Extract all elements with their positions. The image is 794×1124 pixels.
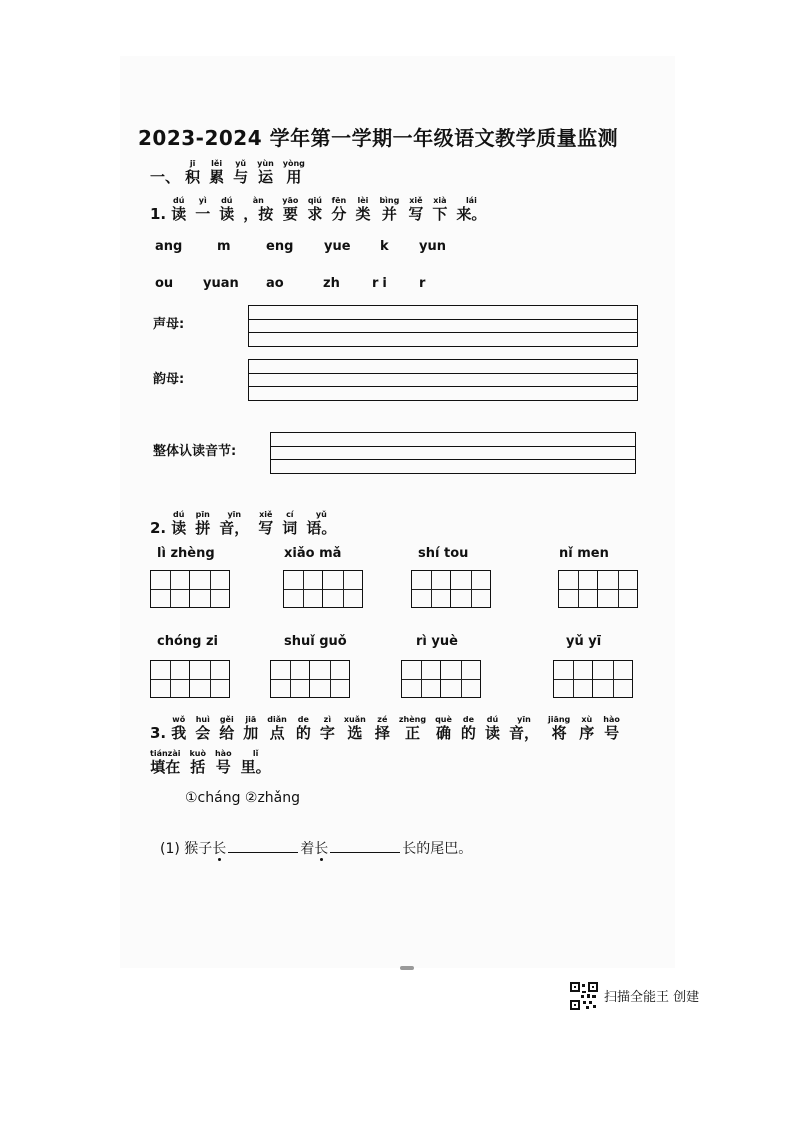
hanzi: 给 [219,724,235,742]
pinyin-item: zh [323,276,340,291]
whole-syllables-label: 整体认读音节: [153,444,237,459]
pinyin-annotation: yāo [282,196,299,205]
word-pinyin: shuǐ guǒ [284,634,347,649]
pinyin-annotation: lǐ [252,749,259,758]
pinyin-annotation: zì [323,715,332,724]
pinyin-annotation: dú [221,196,233,205]
pinyin-character [331,196,346,224]
pinyin-character [307,196,322,224]
question-3-heading-line-1 [150,715,629,743]
hanzi: 加 [243,724,259,742]
pinyin-character [344,715,366,743]
pinyin-character [296,715,311,743]
pinyin-annotation: diǎn [267,715,287,724]
section-prefix: 一、 [150,168,181,186]
hanzi: 将 [551,724,567,742]
hanzi: 选 [347,724,363,742]
sentence-text: 猴子 [184,841,213,857]
writing-grid[interactable] [558,570,638,608]
hanzi: 字 [319,724,335,742]
scanner-watermark: 扫描全能王 创建 [604,990,700,1005]
pinyin-item: ri [372,276,391,291]
pinyin-annotation: xù [581,715,593,724]
dotted-char: 长 [212,841,227,857]
question-1-number: 1. [150,205,167,223]
hanzi: 要 [282,205,298,223]
sentence-1 [160,838,472,858]
pinyin-character [257,159,274,187]
pinyin-annotation: dú [173,196,185,205]
hanzi: 分 [331,205,347,223]
pinyin-character [355,196,370,224]
hanzi: 音， [508,724,539,742]
pinyin-item: k [380,239,389,254]
writing-grid[interactable] [283,570,363,608]
word-pinyin: rì yuè [416,634,458,649]
pinyin-character [195,510,210,538]
hanzi: 用 [286,168,302,186]
hanzi: 下 [432,205,448,223]
finals-label: 韵母: [153,372,185,387]
pinyin-character [171,196,186,224]
question-2-number: 2. [150,519,167,537]
pinyin-character [258,510,273,538]
hanzi: 并 [381,205,397,223]
pinyin-annotation: bìng [379,196,400,205]
question-3-heading-line-2 [150,749,280,777]
exam-title: 2023-2024 学年第一学期一年级语文教学质量监测 [138,126,619,150]
hanzi: 我 [171,724,187,742]
hanzi: 读 [219,205,235,223]
answer-blank[interactable] [228,852,298,853]
pinyin-item: yue [324,239,351,254]
hanzi: 读 [171,205,187,223]
pinyin-annotation: jiāng [547,715,571,724]
word-pinyin: shí tou [418,546,469,561]
pinyin-annotation: gěi [219,715,234,724]
sentence-text: 长的尾巴。 [402,841,473,857]
word-pinyin: yǔ yī [566,634,602,649]
pinyin-annotation: xuǎn [343,715,366,724]
pinyin-item: r [419,276,426,291]
pinyin-character [509,715,539,743]
pinyin-annotation: wǒ [172,715,186,724]
pinyin-item: yuan [203,276,239,291]
pinyin-annotation: yǔ [315,510,327,519]
pinyin-annotation: huì [195,715,210,724]
pinyin-item: ao [266,276,284,291]
pinyin-character [375,715,390,743]
hanzi: ，按 [243,205,274,223]
writing-grid[interactable] [270,660,350,698]
pinyin-annotation: dú [173,510,185,519]
pinyin-character [283,159,305,187]
hanzi: 写 [258,519,274,537]
pinyin-character [171,715,186,743]
answer-options: ①cháng ②zhǎng [185,790,301,806]
hanzi: 求 [307,205,323,223]
pinyin-annotation: yīn [517,715,531,724]
hanzi: 积 [185,168,201,186]
sentence-text: 着 [300,841,315,857]
writing-grid[interactable] [401,660,481,698]
hanzi: 点 [269,724,285,742]
pinyin-character [195,715,210,743]
hanzi: 号 [215,758,231,776]
word-pinyin: chóng zi [157,634,219,649]
dotted-char: 长 [314,841,329,857]
pinyin-character [209,159,224,187]
hanzi: 确 [435,724,451,742]
writing-grid[interactable] [411,570,491,608]
pinyin-annotation: hào [603,715,620,724]
finals-answer-lines[interactable] [248,359,638,401]
pinyin-annotation: tiánzài [150,749,181,758]
pinyin-character [461,715,476,743]
pinyin-character [432,196,447,224]
pinyin-character [282,196,298,224]
pinyin-annotation: yì [198,196,207,205]
pinyin-character [603,715,620,743]
pinyin-character [195,196,210,224]
whole-syllables-answer-lines[interactable] [270,432,636,474]
pinyin-annotation: xiě [259,510,273,519]
hanzi: 择 [374,724,390,742]
writing-grid[interactable] [553,660,633,698]
question-2-heading [150,510,345,538]
scan-smudge [400,966,414,970]
pinyin-annotation: yòng [282,159,305,168]
pinyin-character [150,749,180,777]
pinyin-annotation: hào [214,749,232,758]
pinyin-character [233,159,248,187]
pinyin-character [306,510,336,538]
pinyin-character [579,715,594,743]
hanzi: 号 [604,724,620,742]
pinyin-annotation: àn [252,196,264,205]
hanzi: 填在 [150,758,181,776]
hanzi: 括 [190,758,206,776]
pinyin-annotation: lèi [357,196,369,205]
pinyin-annotation: de [462,715,474,724]
pinyin-character [548,715,570,743]
pinyin-character [215,749,232,777]
pinyin-annotation: fēn [331,196,347,205]
pinyin-annotation: xiě [409,196,423,205]
pinyin-character [219,715,234,743]
pinyin-character [189,749,206,777]
pinyin-character [241,749,271,777]
hanzi: 写 [408,205,424,223]
pinyin-annotation: zé [377,715,388,724]
pinyin-character [399,715,426,743]
pinyin-annotation: yǔ [235,159,247,168]
pinyin-character [379,196,399,224]
pinyin-character [243,715,258,743]
hanzi: 运 [257,168,273,186]
writing-grid[interactable] [150,660,230,698]
pinyin-annotation: jī [189,159,196,168]
pinyin-annotation: yùn [257,159,274,168]
pinyin-annotation: lái [465,196,477,205]
pinyin-character [408,196,423,224]
hanzi: 词 [282,519,298,537]
hanzi: 与 [233,168,249,186]
pinyin-annotation: lěi [211,159,223,168]
hanzi: 正 [404,724,420,742]
hanzi: 音， [219,519,250,537]
hanzi: 拼 [195,519,211,537]
hanzi: 类 [355,205,371,223]
pinyin-annotation: jiā [245,715,257,724]
hanzi: 读 [484,724,500,742]
pinyin-character [171,510,186,538]
pinyin-character [282,510,297,538]
pinyin-item: ou [155,276,174,291]
hanzi: 的 [295,724,311,742]
pinyin-annotation: xià [433,196,447,205]
question-1-heading [150,196,495,224]
hanzi: 序 [579,724,595,742]
word-pinyin: xiǎo mǎ [284,546,342,561]
hanzi: 语。 [306,519,337,537]
hanzi: 会 [195,724,211,742]
pinyin-character [219,510,249,538]
pinyin-character [320,715,335,743]
hanzi: 里。 [240,758,271,776]
hanzi: 的 [460,724,476,742]
writing-grid[interactable] [150,570,230,608]
pinyin-item: m [217,239,231,254]
pinyin-annotation: kuò [189,749,206,758]
hanzi: 来。 [456,205,487,223]
question-3-number: 3. [150,724,167,742]
pinyin-annotation: pīn [195,510,210,519]
answer-blank[interactable] [330,852,400,853]
pinyin-character [185,159,200,187]
hanzi: 读 [171,519,187,537]
hanzi: 一 [195,205,211,223]
section-1-heading [150,159,314,187]
pinyin-annotation: yīn [227,510,242,519]
pinyin-annotation: cí [286,510,294,519]
pinyin-annotation: de [297,715,309,724]
initials-answer-lines[interactable] [248,305,638,347]
pinyin-character [219,196,234,224]
pinyin-annotation: qiú [307,196,322,205]
pinyin-character [267,715,287,743]
qr-code-icon [570,982,598,1010]
sentence-number: (1) [160,841,180,857]
pinyin-item: ang [155,239,183,254]
word-pinyin: nǐ men [559,546,609,561]
pinyin-character [456,196,486,224]
pinyin-annotation: què [435,715,452,724]
pinyin-item: eng [266,239,294,254]
pinyin-character [485,715,500,743]
pinyin-annotation: zhèng [398,715,427,724]
pinyin-character [435,715,452,743]
initials-label: 声母: [153,317,185,332]
pinyin-annotation: dú [486,715,499,724]
hanzi: 累 [209,168,225,186]
pinyin-character [243,196,273,224]
word-pinyin: lì zhèng [157,546,215,561]
pinyin-item: yun [419,239,446,254]
